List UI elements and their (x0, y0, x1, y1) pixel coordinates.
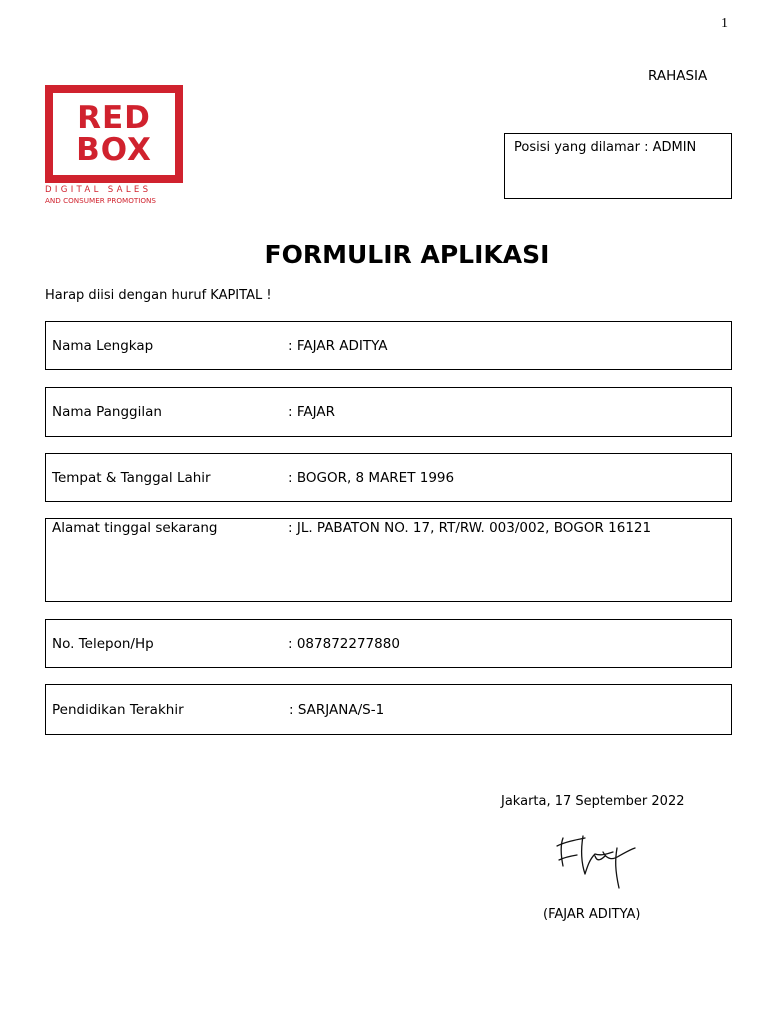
instruction-text: Harap diisi dengan huruf KAPITAL ! (45, 288, 272, 303)
redbox-logo (45, 85, 185, 207)
field-current-address (45, 518, 732, 602)
field-birth-place-date (45, 453, 732, 502)
place-date: Jakarta, 17 September 2022 (501, 794, 685, 809)
page-number: 1 (721, 16, 728, 31)
field-value: : 087872277880 (288, 636, 400, 652)
confidential-label: RAHASIA (648, 68, 708, 84)
field-nickname (45, 387, 732, 437)
field-value: : JL. PABATON NO. 17, RT/RW. 003/002, BOGOR 16121 (288, 520, 652, 536)
field-education (45, 684, 732, 735)
logo-tagline-1: DIGITAL SALES (45, 185, 152, 195)
field-label: Nama Lengkap (52, 338, 154, 354)
position-label: Posisi yang dilamar : (514, 140, 649, 155)
field-value: : BOGOR, 8 MARET 1996 (288, 470, 455, 486)
field-full-name (45, 321, 732, 370)
signer-name: (FAJAR ADITYA) (543, 907, 641, 922)
field-value: : FAJAR (288, 404, 335, 420)
logo-word-red: RED (77, 100, 151, 136)
field-value: : FAJAR ADITYA (288, 338, 388, 354)
logo-tagline-2: AND CONSUMER PROMOTIONS (45, 196, 156, 205)
signature (545, 826, 645, 894)
logo-word-box: BOX (76, 132, 152, 168)
position-value: ADMIN (652, 140, 697, 155)
field-phone (45, 619, 732, 668)
logo-frame (45, 85, 183, 183)
field-value: : SARJANA/S-1 (289, 702, 385, 718)
field-label: Tempat & Tanggal Lahir (52, 470, 211, 486)
field-label: Alamat tinggal sekarang (52, 520, 218, 536)
field-label: Nama Panggilan (52, 404, 162, 420)
form-title: FORMULIR APLIKASI (264, 240, 550, 269)
field-label: No. Telepon/Hp (52, 636, 154, 652)
field-label: Pendidikan Terakhir (52, 702, 184, 718)
position-applied-box (504, 133, 732, 199)
